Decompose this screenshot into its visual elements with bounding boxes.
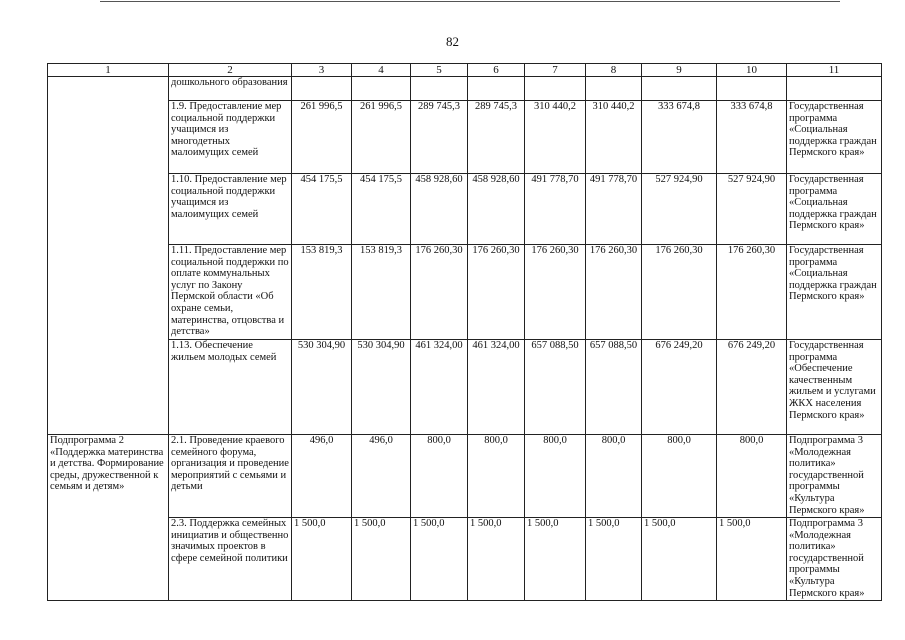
program-cell — [787, 77, 882, 101]
table-row — [48, 77, 882, 101]
measure-name: 1.13. Обеспечение жильем молодых семей — [169, 340, 292, 435]
value-cell: 1 500,0 — [468, 518, 525, 601]
value-cell: 454 175,5 — [292, 174, 352, 245]
value-cell: 176 260,30 — [468, 245, 525, 340]
value-cell — [717, 77, 787, 101]
value-cell: 176 260,30 — [717, 245, 787, 340]
value-cell: 800,0 — [717, 435, 787, 518]
table-row — [48, 101, 882, 174]
header-cell: 6 — [468, 64, 525, 77]
value-cell: 261 996,5 — [292, 101, 352, 174]
value-cell: 261 996,5 — [352, 101, 411, 174]
value-cell: 491 778,70 — [586, 174, 642, 245]
measure-name: 1.9. Предоставление мер социальной поддержки учащимся из многодетных малоимущих семей — [169, 101, 292, 174]
value-cell: 527 924,90 — [717, 174, 787, 245]
measure-name: 2.3. Поддержка семейных инициатив и общественно значимых проектов в сфере семейной политики — [169, 518, 292, 601]
value-cell: 333 674,8 — [717, 101, 787, 174]
value-cell: 461 324,00 — [411, 340, 468, 435]
header-cell: 10 — [717, 64, 787, 77]
value-cell: 800,0 — [468, 435, 525, 518]
measure-name: 1.11. Предоставление мер социальной поддержки по оплате коммунальных услуг по Закону Пермской области «Об охране семьи, материнства, отцовства и детства» — [169, 245, 292, 340]
value-cell: 800,0 — [525, 435, 586, 518]
value-cell — [352, 77, 411, 101]
value-cell: 491 778,70 — [525, 174, 586, 245]
group-cell-empty — [48, 77, 169, 435]
program-cell: Государственная программа «Социальная поддержка граждан Пермского края» — [787, 101, 882, 174]
header-cell: 1 — [48, 64, 169, 77]
value-cell: 657 088,50 — [525, 340, 586, 435]
top-rule — [100, 1, 840, 2]
value-cell: 1 500,0 — [411, 518, 468, 601]
value-cell — [411, 77, 468, 101]
value-cell: 176 260,30 — [411, 245, 468, 340]
header-cell: 5 — [411, 64, 468, 77]
page-number: 82 — [446, 34, 459, 49]
program-cell: Государственная программа «Социальная поддержка граждан Пермского края» — [787, 174, 882, 245]
value-cell: 153 819,3 — [292, 245, 352, 340]
value-cell: 496,0 — [352, 435, 411, 518]
value-cell: 530 304,90 — [292, 340, 352, 435]
header-cell: 4 — [352, 64, 411, 77]
table-row — [48, 245, 882, 340]
value-cell: 530 304,90 — [352, 340, 411, 435]
value-cell: 496,0 — [292, 435, 352, 518]
budget-table — [47, 63, 882, 601]
value-cell: 527 924,90 — [642, 174, 717, 245]
measure-name: дошкольного образования — [169, 77, 292, 101]
value-cell: 289 745,3 — [468, 101, 525, 174]
value-cell: 676 249,20 — [717, 340, 787, 435]
header-cell: 3 — [292, 64, 352, 77]
value-cell: 454 175,5 — [352, 174, 411, 245]
value-cell: 1 500,0 — [586, 518, 642, 601]
value-cell: 153 819,3 — [352, 245, 411, 340]
value-cell: 800,0 — [642, 435, 717, 518]
header-cell: 9 — [642, 64, 717, 77]
value-cell — [642, 77, 717, 101]
value-cell: 1 500,0 — [292, 518, 352, 601]
measure-name: 2.1. Проведение краевого семейного форума, организация и проведение мероприятий с семьями и детьми — [169, 435, 292, 518]
header-cell: 2 — [169, 64, 292, 77]
value-cell: 800,0 — [411, 435, 468, 518]
value-cell: 333 674,8 — [642, 101, 717, 174]
value-cell — [468, 77, 525, 101]
value-cell: 1 500,0 — [352, 518, 411, 601]
value-cell: 176 260,30 — [642, 245, 717, 340]
value-cell: 1 500,0 — [525, 518, 586, 601]
program-cell: Государственная программа «Социальная поддержка граждан Пермского края» — [787, 245, 882, 340]
header-cell: 8 — [586, 64, 642, 77]
subprogram-label: Подпрограмма 2 «Поддержка материнства и детства. Формирование среды, дружественной к семьям и детям» — [48, 435, 169, 601]
value-cell: 310 440,2 — [586, 101, 642, 174]
value-cell: 1 500,0 — [642, 518, 717, 601]
value-cell: 657 088,50 — [586, 340, 642, 435]
table-row — [48, 435, 882, 518]
program-cell: Подпрограмма 3 «Молодежная политика» государственной программы «Культура Пермского края» — [787, 518, 882, 601]
value-cell: 1 500,0 — [717, 518, 787, 601]
table-row — [48, 518, 882, 601]
header-cell: 11 — [787, 64, 882, 77]
table-row — [48, 174, 882, 245]
program-cell: Государственная программа «Обеспечение качественным жильем и услугами ЖКХ населения Пермского края» — [787, 340, 882, 435]
program-cell: Подпрограмма 3 «Молодежная политика» государственной программы «Культура Пермского края» — [787, 435, 882, 518]
value-cell — [292, 77, 352, 101]
header-row — [48, 64, 882, 77]
value-cell: 458 928,60 — [468, 174, 525, 245]
value-cell — [586, 77, 642, 101]
table-row — [48, 340, 882, 435]
value-cell: 310 440,2 — [525, 101, 586, 174]
value-cell: 176 260,30 — [586, 245, 642, 340]
value-cell: 676 249,20 — [642, 340, 717, 435]
value-cell — [525, 77, 586, 101]
value-cell: 458 928,60 — [411, 174, 468, 245]
value-cell: 176 260,30 — [525, 245, 586, 340]
value-cell: 289 745,3 — [411, 101, 468, 174]
header-cell: 7 — [525, 64, 586, 77]
value-cell: 800,0 — [586, 435, 642, 518]
measure-name: 1.10. Предоставление мер социальной поддержки учащимся из малоимущих семей — [169, 174, 292, 245]
value-cell: 461 324,00 — [468, 340, 525, 435]
